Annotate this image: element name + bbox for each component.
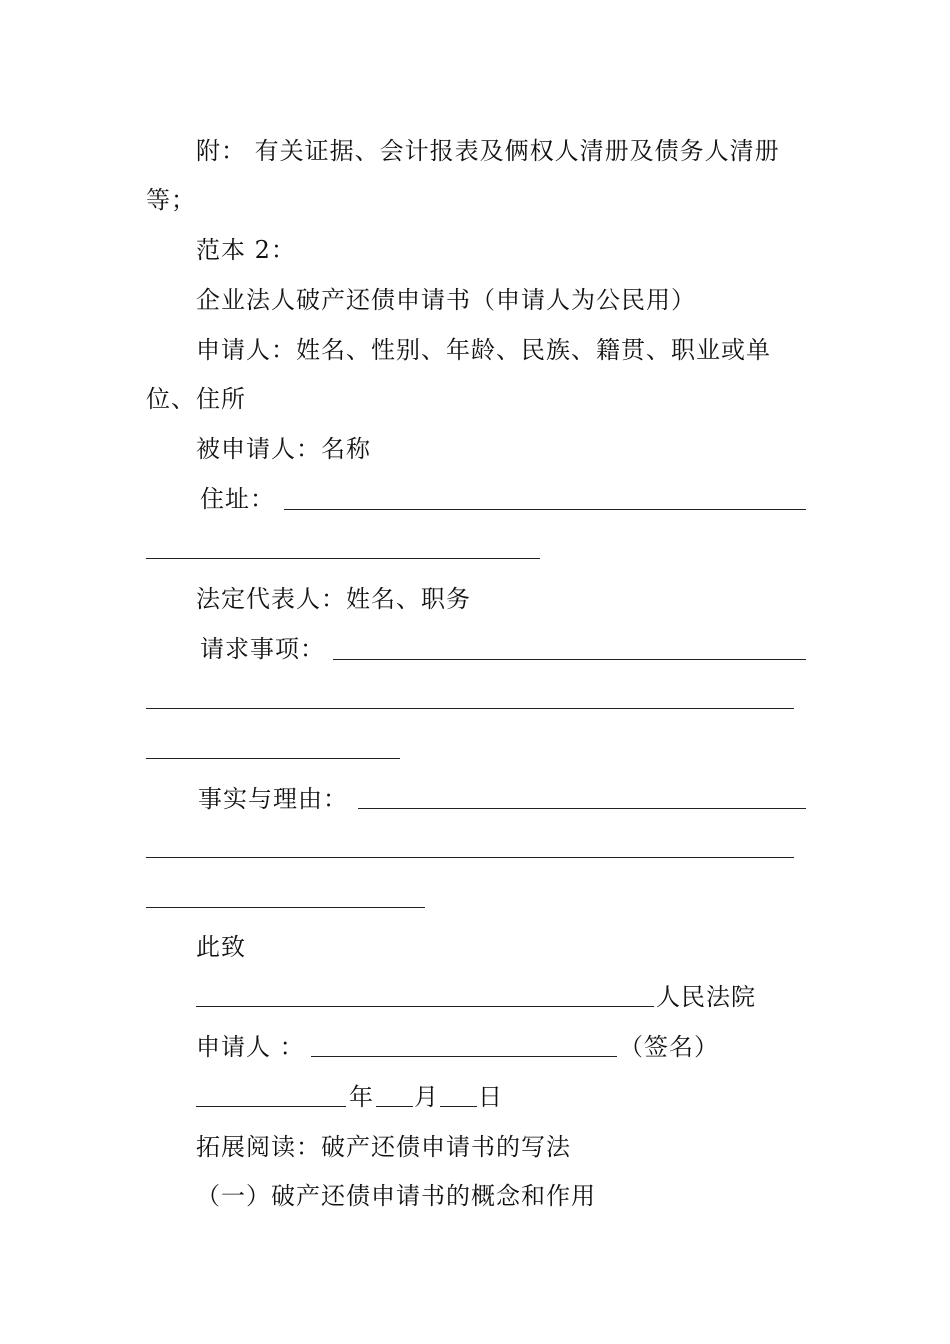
extended-reading: 拓展阅读：破产还债申请书的写法 <box>196 1133 571 1161</box>
form-title: 企业法人破产还债申请书（申请人为公民用） <box>196 286 696 314</box>
applicant-line-2: 位、住所 <box>146 385 246 413</box>
request-blank-line-1 <box>333 659 806 660</box>
day-blank <box>440 1106 477 1107</box>
address-label: 住址： <box>200 485 275 513</box>
facts-blank-line-1 <box>358 808 806 809</box>
request-blank-line-2 <box>146 708 794 709</box>
salutation: 此致 <box>196 933 246 961</box>
court-name-blank <box>196 1006 654 1007</box>
month-blank <box>376 1106 413 1107</box>
signature-suffix: （签名） <box>619 1033 719 1061</box>
year-blank <box>196 1106 346 1107</box>
request-blank-line-3 <box>146 758 400 759</box>
facts-blank-line-3 <box>146 907 425 908</box>
section-one-heading: （一）破产还债申请书的概念和作用 <box>196 1182 596 1210</box>
address-blank-line-2 <box>146 558 540 559</box>
signature-blank <box>311 1056 617 1057</box>
facts-label: 事实与理由： <box>198 785 348 813</box>
court-suffix: 人民法院 <box>656 983 756 1011</box>
template-label: 范本 2： <box>196 236 296 264</box>
month-label: 月 <box>414 1083 439 1111</box>
attachment-line-2: 等； <box>146 186 196 214</box>
legal-representative: 法定代表人：姓名、职务 <box>196 585 471 613</box>
facts-blank-line-2 <box>146 857 794 858</box>
respondent-label: 被申请人：名称 <box>196 435 371 463</box>
address-blank-line-1 <box>284 509 806 510</box>
signature-label: 申请人 ： <box>196 1033 305 1061</box>
attachment-line-1: 附： 有关证据、会计报表及俩权人清册及债务人清册 <box>196 137 780 165</box>
day-label: 日 <box>478 1083 503 1111</box>
request-label: 请求事项： <box>200 635 325 663</box>
applicant-line-1: 申请人：姓名、性别、年龄、民族、籍贯、职业或单 <box>196 336 771 364</box>
year-label: 年 <box>349 1083 374 1111</box>
